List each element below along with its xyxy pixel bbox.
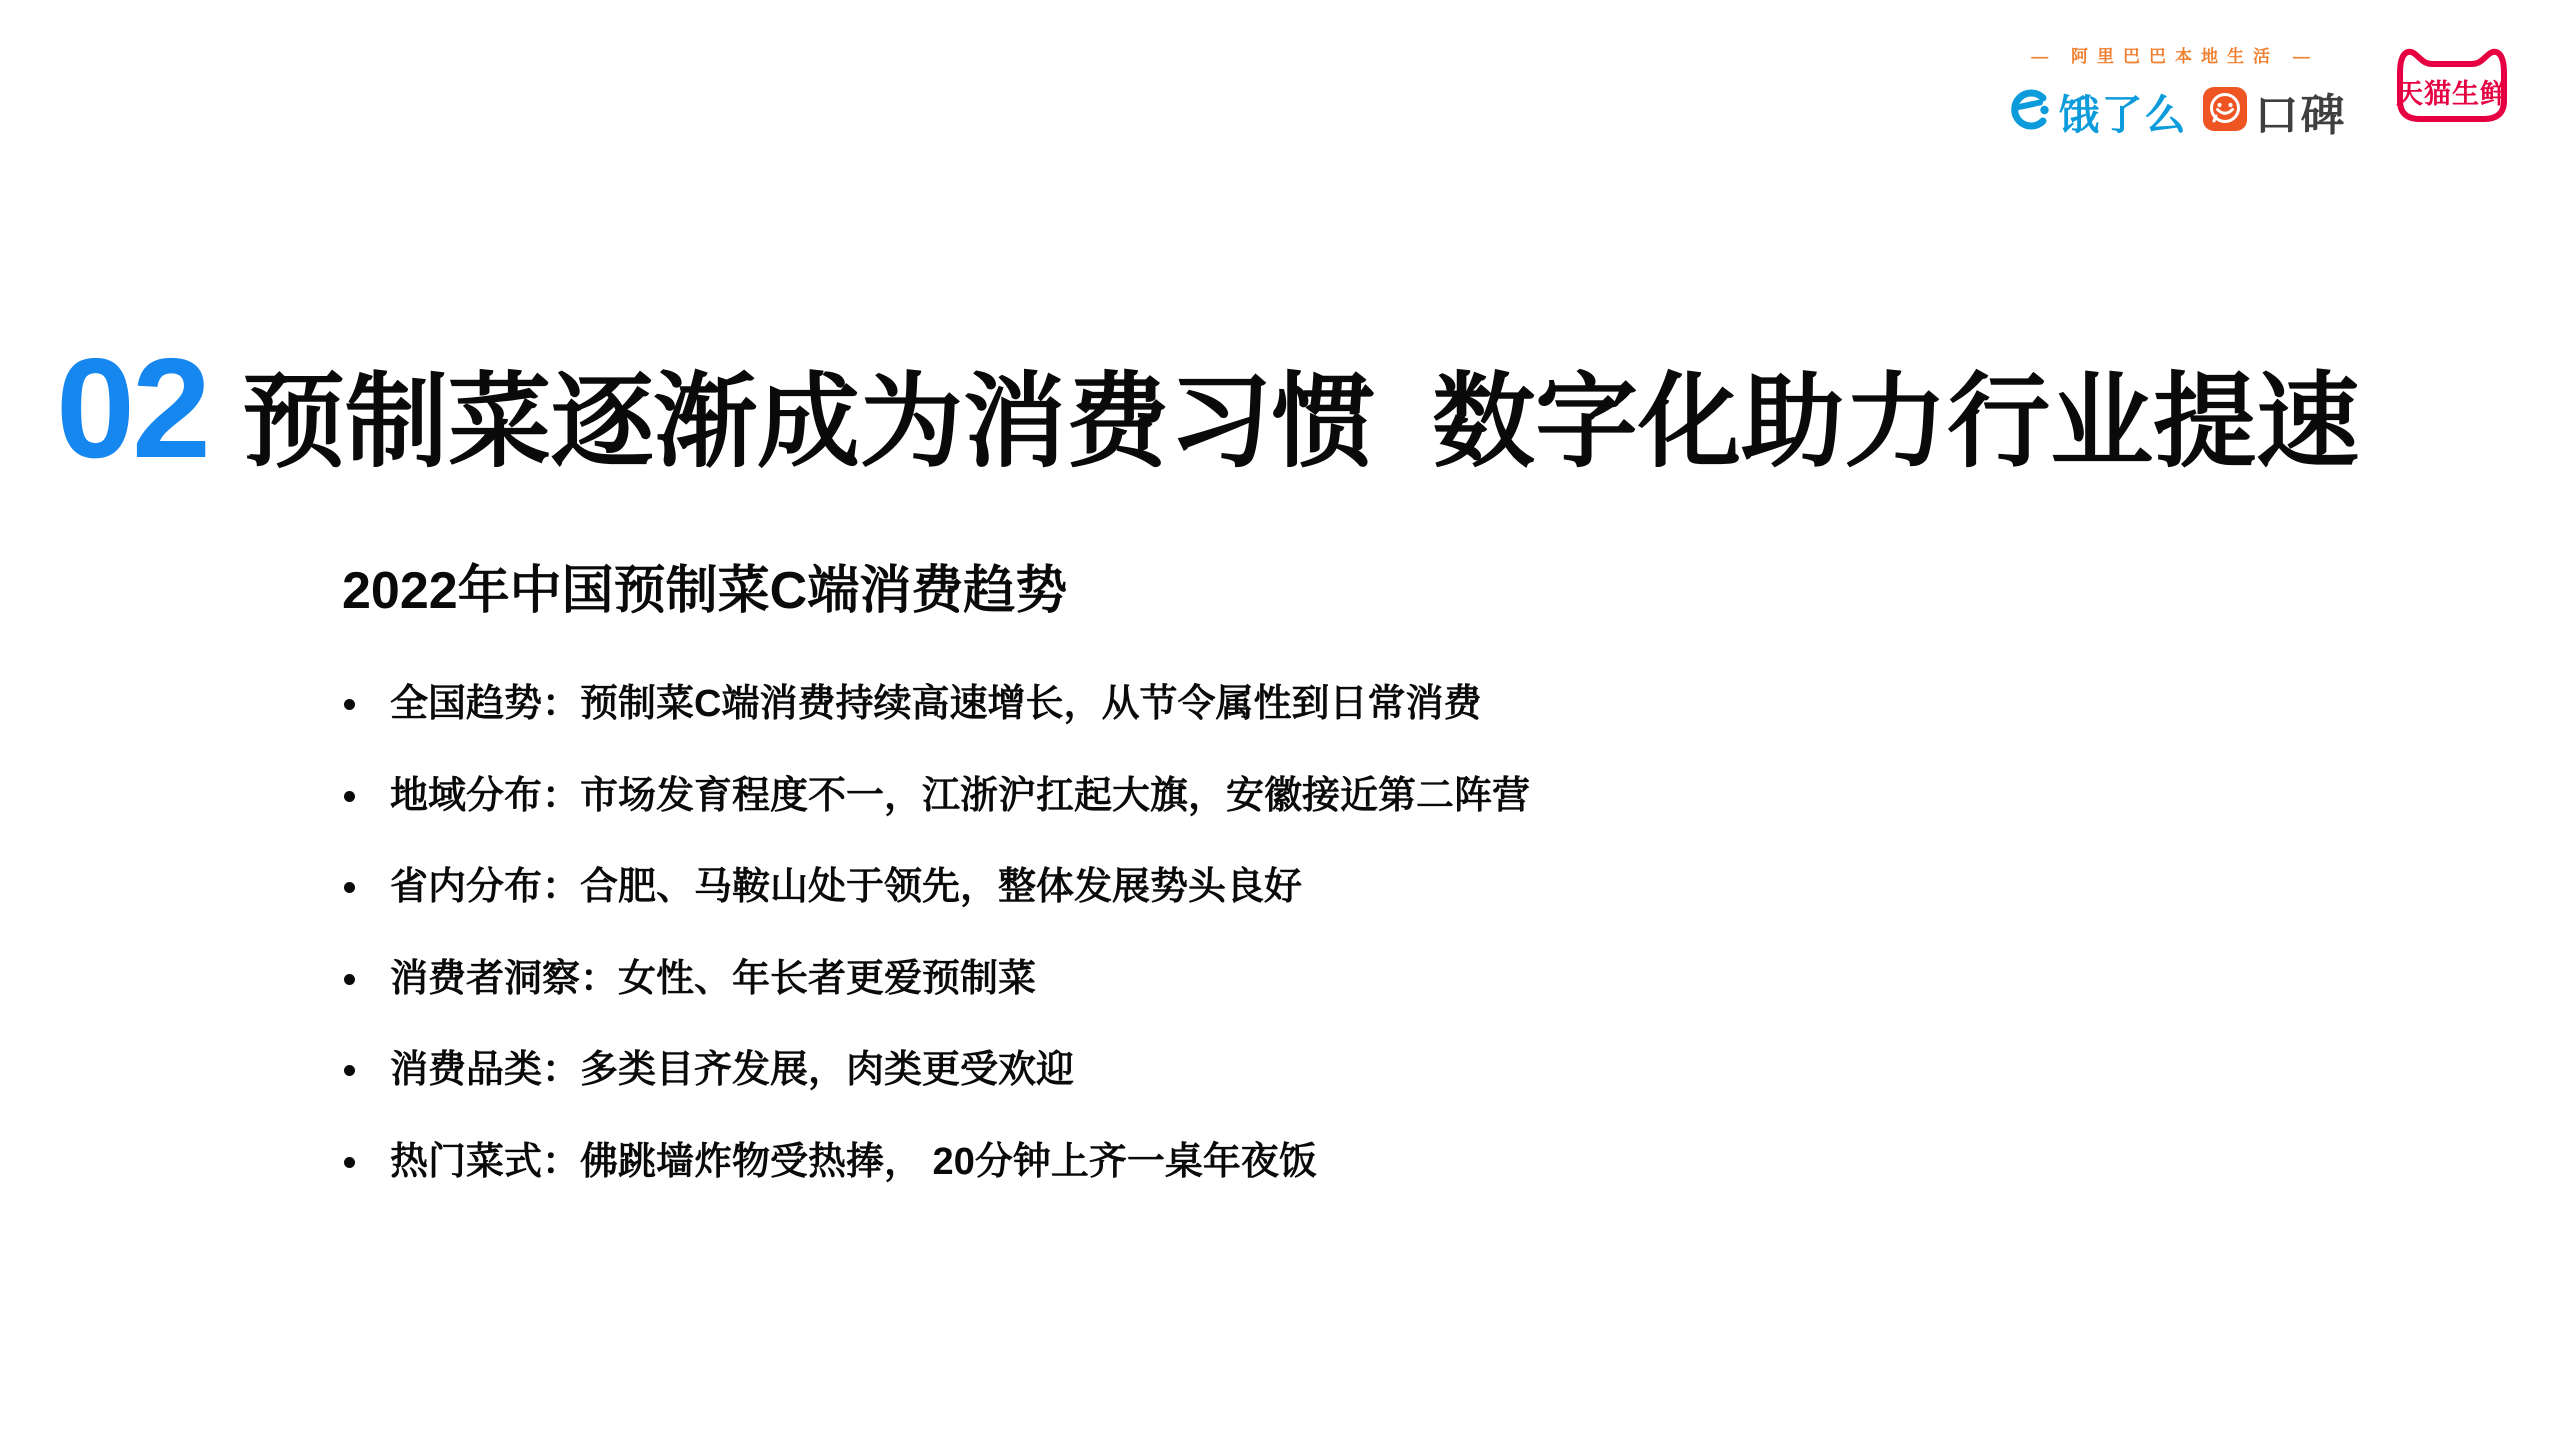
koubei-logo [2202,79,2347,143]
bullet-text: 热门菜式：佛跳墙炸物受热捧， 20分钟上齐一桌年夜饭 [390,1140,1317,1183]
bullet-text: 消费者洞察：女性、年长者更爱预制菜 [390,957,1037,1000]
section-number: 02 [56,329,208,488]
list-item [344,682,1530,728]
bullet-text: 全国趋势：预制菜C端消费持续高速增长，从节令属性到日常消费 [390,683,1482,725]
section-title [56,329,2360,488]
koubei-label: 口碑 [2254,91,2347,140]
list-item [344,865,1530,911]
brand-logos-row [2004,79,2347,143]
content-subtitle: 2022年中国预制菜C端消费趋势 [342,562,1068,620]
alibaba-local-life-tagline: — 阿里巴巴本地生活 — [2031,47,2319,66]
bullet-dot-icon [344,1065,355,1076]
eleme-e-icon [2004,84,2054,139]
bullet-dot-icon [344,974,355,985]
brand-group-alibaba [2010,42,2347,143]
bullet-text: 省内分布：合肥、马鞍山处于领先，整体发展势头良好 [390,866,1303,909]
list-item [344,1140,1530,1186]
tmall-fresh-logo [2390,44,2514,124]
bullet-text: 消费品类：多类目齐发展，肉类更受欢迎 [390,1049,1075,1092]
eleme-logo [2004,82,2188,141]
bullet-text: 地域分布：市场发育程度不一，江浙沪扛起大旗，安徽接近第二阵营 [390,774,1531,817]
bullet-dot-icon [344,699,355,710]
section-title-text: 预制菜逐渐成为消费习惯 数字化助力行业提速 [241,364,2360,479]
bullet-dot-icon [344,791,355,802]
list-item [344,1048,1530,1094]
bullet-dot-icon [344,1157,355,1168]
tmall-fresh-label: 天猫生鲜 [2396,79,2508,109]
bullet-list [344,682,1530,1232]
list-item [344,774,1530,820]
bullet-dot-icon [344,882,355,893]
eleme-label: 饿了么 [2058,91,2188,138]
koubei-smiley-icon [2202,86,2248,137]
list-item [344,957,1530,1003]
